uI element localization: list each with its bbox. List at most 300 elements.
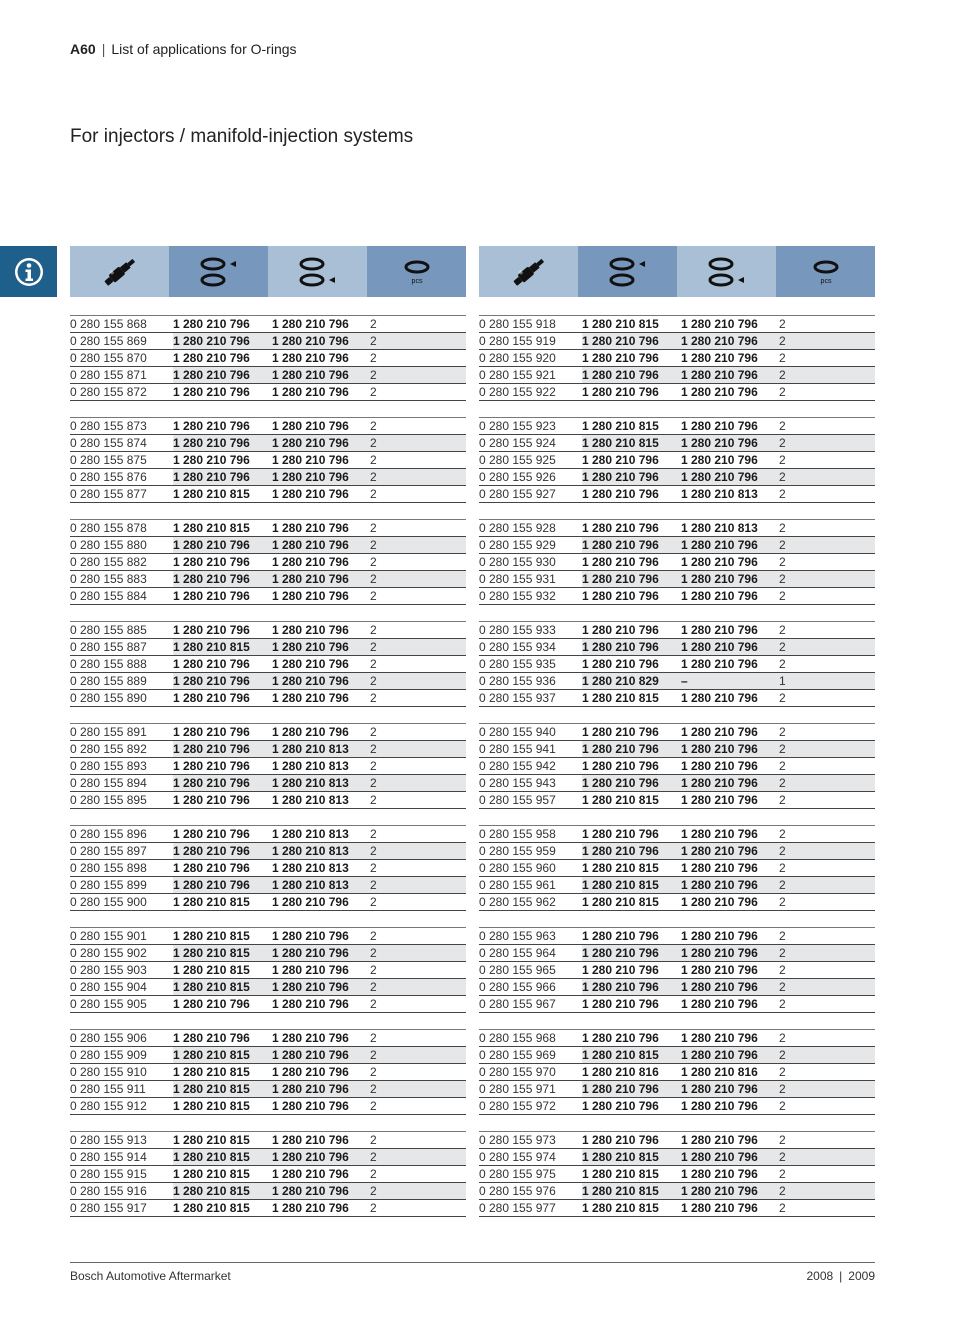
table-row	[70, 1064, 466, 1081]
o-ring-lower-number: 1 280 210 796	[272, 997, 349, 1011]
table-row	[70, 554, 466, 571]
pieces-count: 2	[370, 435, 466, 451]
table-group	[70, 723, 466, 809]
o-ring-lower-number: 1 280 210 796	[681, 775, 779, 791]
table-row	[70, 792, 466, 809]
pieces-count: 2	[779, 1099, 786, 1113]
o-ring-lower-number: 1 280 210 796	[272, 1047, 370, 1063]
table-row	[70, 877, 466, 894]
part-number: 0 280 155 889	[70, 673, 173, 689]
part-number: 0 280 155 922	[479, 385, 556, 399]
o-ring-upper-number: 1 280 210 796	[582, 657, 659, 671]
table-row	[70, 928, 466, 945]
table-row	[479, 1030, 875, 1047]
pieces-count: 2	[370, 555, 377, 569]
table-group	[70, 417, 466, 503]
part-number: 0 280 155 961	[479, 877, 582, 893]
o-ring-lower-number: 1 280 210 796	[272, 487, 349, 501]
o-ring-lower-number: 1 280 210 796	[681, 537, 779, 553]
part-number: 0 280 155 873	[70, 419, 147, 433]
table-row	[479, 367, 875, 384]
table-row	[479, 1047, 875, 1064]
o-ring-upper-number: 1 280 210 796	[582, 333, 681, 349]
part-number: 0 280 155 884	[70, 589, 147, 603]
left-table-header	[70, 246, 466, 297]
table-group	[70, 519, 466, 605]
pieces-count: 2	[370, 775, 466, 791]
pieces-count: 2	[370, 367, 466, 383]
o-ring-lower-number: 1 280 210 796	[272, 963, 349, 977]
o-ring-lower-number: 1 280 210 796	[272, 895, 349, 909]
o-ring-upper-number: 1 280 210 796	[173, 997, 250, 1011]
part-number: 0 280 155 912	[70, 1099, 147, 1113]
o-ring-upper-number: 1 280 210 815	[173, 895, 250, 909]
o-ring-upper-number: 1 280 210 796	[173, 333, 272, 349]
o-ring-lower-number: 1 280 210 813	[272, 861, 349, 875]
header-oring-upper	[578, 246, 677, 297]
part-number: 0 280 155 958	[479, 827, 556, 841]
info-icon	[13, 256, 45, 288]
o-ring-lower-number: 1 280 210 796	[681, 1047, 779, 1063]
o-ring-upper-number: 1 280 210 815	[582, 435, 681, 451]
o-ring-upper-number: 1 280 210 796	[582, 963, 659, 977]
o-ring-upper-number: 1 280 210 796	[173, 537, 272, 553]
o-ring-lower-number: 1 280 210 796	[272, 351, 349, 365]
part-number: 0 280 155 905	[70, 997, 147, 1011]
table-row	[479, 673, 875, 690]
part-number: 0 280 155 941	[479, 741, 582, 757]
pieces-count: 2	[779, 657, 786, 671]
part-number: 0 280 155 916	[70, 1183, 173, 1199]
o-ring-upper-number: 1 280 210 815	[173, 979, 272, 995]
part-number: 0 280 155 906	[70, 1031, 147, 1045]
table-row	[479, 333, 875, 350]
footer-year-start: 2008	[806, 1269, 834, 1283]
table-row	[70, 656, 466, 673]
header-oring-lower	[677, 246, 776, 297]
pieces-count: 2	[370, 997, 377, 1011]
table-row	[479, 962, 875, 979]
o-ring-upper-number: 1 280 210 796	[173, 317, 250, 331]
table-row	[70, 384, 466, 401]
table-group	[70, 1029, 466, 1115]
table-row	[479, 1132, 875, 1149]
o-ring-upper-number: 1 280 210 796	[173, 435, 272, 451]
o-ring-lower-number: 1 280 210 813	[272, 741, 370, 757]
table-row	[479, 656, 875, 673]
o-ring-lower-number: 1 280 210 796	[272, 639, 370, 655]
pieces-count: 2	[370, 963, 377, 977]
pieces-count: 2	[370, 673, 466, 689]
o-ring-lower-number: 1 280 210 796	[272, 979, 370, 995]
o-ring-upper-number: 1 280 210 796	[173, 759, 250, 773]
o-ring-upper-number: 1 280 210 829	[582, 673, 681, 689]
info-tab[interactable]	[0, 246, 57, 297]
section-title: For injectors / manifold-injection systems	[70, 126, 414, 147]
pieces-count: 2	[779, 861, 786, 875]
header-pcs	[776, 246, 875, 297]
pcs-label: pcs	[411, 277, 422, 285]
o-ring-upper-number: 1 280 210 815	[582, 793, 659, 807]
part-number: 0 280 155 957	[479, 793, 556, 807]
o-ring-lower-number: 1 280 210 796	[681, 843, 779, 859]
part-number: 0 280 155 959	[479, 843, 582, 859]
o-ring-lower-number: 1 280 210 796	[681, 725, 758, 739]
table-row	[479, 792, 875, 809]
table-row	[70, 945, 466, 962]
o-ring-lower-number: 1 280 210 796	[272, 571, 370, 587]
footer-year-divider: |	[839, 1269, 843, 1283]
o-ring-upper-number: 1 280 210 815	[582, 1183, 681, 1199]
part-number: 0 280 155 909	[70, 1047, 173, 1063]
o-ring-upper-number: 1 280 210 815	[582, 861, 659, 875]
o-ring-upper-number: 1 280 210 796	[173, 571, 272, 587]
o-ring-upper-number: 1 280 210 796	[173, 775, 272, 791]
o-ring-upper-number: 1 280 210 796	[173, 657, 250, 671]
o-ring-upper-number: 1 280 210 796	[582, 639, 681, 655]
table-group	[479, 417, 875, 503]
table-row	[479, 486, 875, 503]
pieces-count: 2	[779, 1081, 875, 1097]
pieces-count: 2	[779, 895, 786, 909]
o-ring-pieces-icon	[811, 257, 841, 287]
table-row	[479, 826, 875, 843]
pieces-count: 2	[370, 861, 377, 875]
part-number: 0 280 155 876	[70, 469, 173, 485]
table-row	[479, 690, 875, 707]
part-number: 0 280 155 926	[479, 469, 582, 485]
pieces-count: 2	[779, 469, 875, 485]
table-row	[479, 639, 875, 656]
part-number: 0 280 155 933	[479, 623, 556, 637]
o-ring-upper-number: 1 280 210 796	[173, 385, 250, 399]
o-ring-lower-number: 1 280 210 796	[272, 385, 349, 399]
o-ring-upper-number: 1 280 210 815	[582, 1201, 659, 1215]
table-row	[479, 554, 875, 571]
o-ring-lower-number: 1 280 210 796	[272, 317, 349, 331]
table-group	[479, 1131, 875, 1217]
o-ring-pieces-icon	[402, 257, 432, 287]
o-ring-lower-number: 1 280 210 796	[272, 469, 370, 485]
part-number: 0 280 155 943	[479, 775, 582, 791]
table-row	[479, 860, 875, 877]
part-number: 0 280 155 921	[479, 367, 582, 383]
table-row	[479, 469, 875, 486]
pieces-count: 2	[779, 385, 786, 399]
o-ring-upper-number: 1 280 210 796	[582, 521, 659, 535]
part-number: 0 280 155 898	[70, 861, 147, 875]
o-ring-upper-number: 1 280 210 796	[582, 589, 659, 603]
o-ring-lower-number: 1 280 210 796	[272, 1183, 370, 1199]
pieces-count: 2	[370, 1031, 377, 1045]
pieces-count: 2	[370, 759, 377, 773]
o-ring-lower-number: 1 280 210 796	[272, 367, 370, 383]
table-row	[479, 894, 875, 911]
part-number: 0 280 155 975	[479, 1167, 556, 1181]
o-ring-lower-number: 1 280 210 813	[272, 827, 349, 841]
o-ring-lower-number: 1 280 210 796	[681, 333, 779, 349]
o-ring-upper-number: 1 280 210 796	[173, 351, 250, 365]
table-row	[70, 1183, 466, 1200]
o-ring-lower-number: 1 280 210 796	[681, 759, 758, 773]
o-ring-upper-number: 1 280 210 796	[582, 979, 681, 995]
part-number: 0 280 155 896	[70, 827, 147, 841]
table-row	[70, 537, 466, 554]
table-row	[479, 877, 875, 894]
o-ring-lower-number: 1 280 210 796	[681, 1201, 758, 1215]
part-number: 0 280 155 888	[70, 657, 147, 671]
o-ring-lower-number: 1 280 210 796	[681, 945, 779, 961]
o-ring-lower-number: 1 280 210 796	[272, 1133, 349, 1147]
table-group	[479, 723, 875, 809]
o-ring-upper-number: 1 280 210 796	[173, 843, 272, 859]
o-ring-upper-number: 1 280 210 796	[173, 623, 250, 637]
part-number: 0 280 155 914	[70, 1149, 173, 1165]
part-number: 0 280 155 931	[479, 571, 582, 587]
part-number: 0 280 155 970	[479, 1065, 556, 1079]
part-number: 0 280 155 882	[70, 555, 147, 569]
pieces-count: 2	[370, 639, 466, 655]
o-ring-upper-number: 1 280 210 796	[173, 741, 272, 757]
o-ring-lower-number: 1 280 210 796	[272, 1099, 349, 1113]
header-oring-upper	[169, 246, 268, 297]
table-row	[70, 1047, 466, 1064]
part-number: 0 280 155 960	[479, 861, 556, 875]
header-oring-lower	[268, 246, 367, 297]
table-row	[70, 673, 466, 690]
o-ring-upper-number: 1 280 210 796	[173, 469, 272, 485]
o-ring-lower-number: 1 280 210 796	[272, 589, 349, 603]
o-ring-upper-number: 1 280 210 796	[582, 759, 659, 773]
o-ring-lower-number: 1 280 210 796	[272, 691, 349, 705]
pieces-count: 2	[370, 929, 377, 943]
o-ring-upper-number: 1 280 210 796	[582, 827, 659, 841]
o-ring-lower-number: 1 280 210 796	[681, 1099, 758, 1113]
table-row	[70, 469, 466, 486]
o-ring-upper-number: 1 280 210 796	[582, 487, 659, 501]
table-row	[479, 435, 875, 452]
o-ring-upper-number: 1 280 210 815	[173, 487, 250, 501]
pieces-count: 2	[370, 1201, 377, 1215]
o-ring-lower-number: 1 280 210 796	[681, 419, 758, 433]
o-ring-lower-number: 1 280 210 796	[272, 333, 370, 349]
part-number: 0 280 155 930	[479, 555, 556, 569]
o-ring-upper-number: 1 280 210 796	[173, 827, 250, 841]
o-ring-lower-number: 1 280 210 813	[681, 521, 758, 535]
table-row	[70, 724, 466, 741]
table-row	[479, 588, 875, 605]
o-ring-lower-number: –	[681, 673, 779, 689]
o-ring-lower-number: 1 280 210 813	[272, 843, 370, 859]
o-ring-upper-number: 1 280 210 796	[173, 877, 272, 893]
o-ring-lower-number: 1 280 210 813	[272, 775, 370, 791]
o-ring-upper-number: 1 280 210 815	[582, 877, 681, 893]
table-row	[70, 350, 466, 367]
o-ring-upper-number: 1 280 210 815	[173, 963, 250, 977]
table-row	[479, 1149, 875, 1166]
part-number: 0 280 155 976	[479, 1183, 582, 1199]
page-header	[70, 41, 297, 57]
table-row	[70, 571, 466, 588]
table-row	[479, 1200, 875, 1217]
part-number: 0 280 155 928	[479, 521, 556, 535]
o-ring-lower-number: 1 280 210 796	[681, 571, 779, 587]
o-ring-lower-number: 1 280 210 796	[272, 673, 370, 689]
part-number: 0 280 155 934	[479, 639, 582, 655]
o-ring-lower-number: 1 280 210 796	[681, 827, 758, 841]
part-number: 0 280 155 937	[479, 691, 556, 705]
table-row	[479, 843, 875, 860]
table-row	[479, 571, 875, 588]
table-row	[70, 826, 466, 843]
header-divider: |	[101, 41, 106, 57]
table-row	[479, 1064, 875, 1081]
o-ring-upper-number: 1 280 210 815	[173, 1099, 250, 1113]
table-row	[70, 316, 466, 333]
part-number: 0 280 155 935	[479, 657, 556, 671]
table-row	[479, 945, 875, 962]
o-ring-lower-number: 1 280 210 796	[681, 1149, 779, 1165]
table-row	[70, 418, 466, 435]
pieces-count: 2	[370, 1167, 377, 1181]
part-number: 0 280 155 965	[479, 963, 556, 977]
part-number: 0 280 155 887	[70, 639, 173, 655]
pieces-count: 2	[779, 1149, 875, 1165]
pieces-count: 2	[779, 367, 875, 383]
o-ring-lower-number: 1 280 210 796	[681, 895, 758, 909]
o-ring-upper-number: 1 280 210 796	[173, 367, 272, 383]
o-ring-lower-number: 1 280 210 796	[681, 1031, 758, 1045]
o-ring-lower-number: 1 280 210 796	[681, 367, 779, 383]
o-ring-upper-number: 1 280 210 815	[173, 521, 250, 535]
part-number: 0 280 155 940	[479, 725, 556, 739]
part-number: 0 280 155 925	[479, 453, 556, 467]
pieces-count: 2	[370, 725, 377, 739]
part-number: 0 280 155 963	[479, 929, 556, 943]
pieces-count: 2	[370, 1065, 377, 1079]
table-row	[70, 367, 466, 384]
o-ring-lower-number: 1 280 210 796	[272, 1065, 349, 1079]
o-ring-lower-number: 1 280 210 796	[681, 997, 758, 1011]
o-ring-lower-number: 1 280 210 796	[272, 945, 370, 961]
o-ring-upper-number: 1 280 210 815	[173, 1081, 272, 1097]
o-ring-lower-number: 1 280 210 796	[272, 537, 370, 553]
o-ring-upper-number: 1 280 210 796	[582, 367, 681, 383]
o-ring-upper-number: 1 280 210 796	[582, 945, 681, 961]
o-ring-upper-number: 1 280 210 796	[582, 453, 659, 467]
table-row	[70, 1081, 466, 1098]
part-number: 0 280 155 918	[479, 317, 556, 331]
pieces-count: 2	[779, 1201, 786, 1215]
o-ring-lower-number: 1 280 210 813	[272, 793, 349, 807]
part-number: 0 280 155 932	[479, 589, 556, 603]
table-row	[70, 1030, 466, 1047]
o-ring-upper-number: 1 280 210 815	[582, 895, 659, 909]
pieces-count: 2	[370, 877, 466, 893]
o-ring-lower-number: 1 280 210 796	[272, 1167, 349, 1181]
right-table-header	[479, 246, 875, 297]
table-row	[70, 860, 466, 877]
o-ring-lower-number: 1 280 210 796	[681, 691, 758, 705]
o-ring-upper-number: 1 280 210 796	[582, 1133, 659, 1147]
o-ring-upper-number: 1 280 210 796	[173, 673, 272, 689]
page-code: A60	[70, 41, 96, 57]
o-ring-lower-number: 1 280 210 796	[272, 453, 349, 467]
o-ring-upper-number: 1 280 210 796	[582, 843, 681, 859]
part-number: 0 280 155 870	[70, 351, 147, 365]
o-ring-upper-number: 1 280 210 796	[582, 537, 681, 553]
part-number: 0 280 155 885	[70, 623, 147, 637]
o-ring-lower-marked-icon	[705, 255, 749, 289]
pieces-count: 2	[779, 487, 786, 501]
pieces-count: 2	[779, 435, 875, 451]
table-group	[479, 927, 875, 1013]
part-number: 0 280 155 899	[70, 877, 173, 893]
o-ring-upper-number: 1 280 210 815	[173, 1167, 250, 1181]
part-number: 0 280 155 966	[479, 979, 582, 995]
table-row	[479, 520, 875, 537]
table-group	[479, 519, 875, 605]
table-row	[70, 843, 466, 860]
o-ring-lower-number: 1 280 210 796	[681, 793, 758, 807]
pieces-count: 2	[370, 453, 377, 467]
pieces-count: 2	[370, 521, 377, 535]
pieces-count: 2	[779, 317, 786, 331]
o-ring-lower-number: 1 280 210 796	[272, 725, 349, 739]
pcs-label: pcs	[820, 277, 831, 285]
table-row	[479, 1183, 875, 1200]
table-row	[479, 1098, 875, 1115]
pieces-count: 2	[370, 571, 466, 587]
pieces-count: 2	[370, 419, 377, 433]
pieces-count: 2	[370, 741, 466, 757]
o-ring-lower-number: 1 280 210 796	[272, 1201, 349, 1215]
pieces-count: 2	[779, 775, 875, 791]
o-ring-lower-number: 1 280 210 796	[272, 1149, 370, 1165]
pieces-count: 2	[370, 469, 466, 485]
part-number: 0 280 155 924	[479, 435, 582, 451]
pieces-count: 2	[779, 725, 786, 739]
o-ring-lower-number: 1 280 210 796	[681, 555, 758, 569]
table-row	[479, 928, 875, 945]
pieces-count: 2	[779, 1183, 875, 1199]
footer-divider	[70, 1262, 875, 1263]
table-row	[70, 435, 466, 452]
table-row	[70, 741, 466, 758]
table-row	[70, 639, 466, 656]
pieces-count: 2	[370, 1133, 377, 1147]
pieces-count: 2	[779, 1065, 786, 1079]
pieces-count: 2	[779, 419, 786, 433]
o-ring-lower-number: 1 280 210 796	[272, 435, 370, 451]
pieces-count: 2	[779, 521, 786, 535]
o-ring-upper-number: 1 280 210 796	[582, 1099, 659, 1113]
o-ring-upper-number: 1 280 210 796	[582, 385, 659, 399]
table-row	[479, 758, 875, 775]
table-group	[70, 621, 466, 707]
part-number: 0 280 155 904	[70, 979, 173, 995]
o-ring-lower-number: 1 280 210 796	[272, 929, 349, 943]
table-row	[479, 537, 875, 554]
part-number: 0 280 155 868	[70, 317, 147, 331]
part-number: 0 280 155 902	[70, 945, 173, 961]
pieces-count: 2	[779, 759, 786, 773]
pieces-count: 2	[370, 793, 377, 807]
part-number: 0 280 155 897	[70, 843, 173, 859]
table-group	[70, 927, 466, 1013]
table-row	[479, 741, 875, 758]
o-ring-upper-number: 1 280 210 796	[582, 929, 659, 943]
